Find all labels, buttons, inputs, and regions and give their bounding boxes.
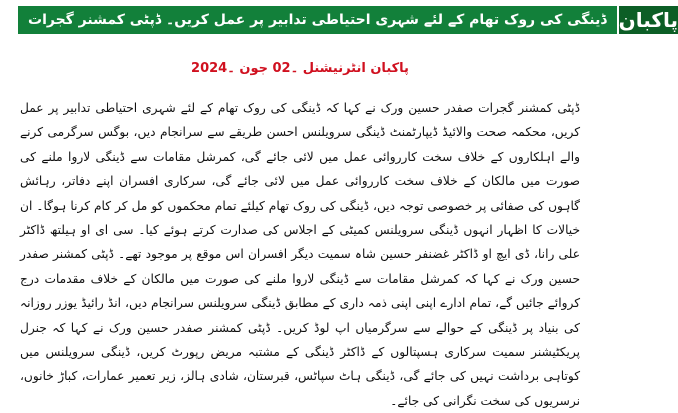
dateline: پاکبان انٹرنیشنل ۔02 جون ۔2024 — [191, 61, 409, 76]
article-body: ڈپٹی کمشنر گجرات صفدر حسین ورک نے کہا کہ ڈینگی کی روک تھام کے لئے شہری احتیاطی تدابیر پر عمل کریں، محکمہ صحت والائیڈ ڈیپارٹمنٹ ڈینگی سرویلنس احسن طریقے سے سرانجام دیں، بوگس سرگرمی کرنے والے اہلکاروں کے خلاف سخت کارروائی عمل میں لائی جائے گی، کمرشل مقامات سے ڈینگی لاروا ملنے کی صورت میں مالکان کے خلاف سخت کارروائی عمل میں لائی جائے گی، سرکاری افسران اپنے دفاتر، رہائش گاہوں کی صفائی پر خصوصی توجہ دیں، ڈینگی کی روک تھام کیلئے تمام محکموں کو مل کر کام کرنا ہوگا۔ ان خیالات کا اظہار انہوں ڈینگی سرویلنس کمیٹی کے اجلاس کی صدارت کرتے ہوئے کیا۔ سی ای او ہیلتھ ڈاکٹر علی رانا، ڈی ایچ او ڈاکٹر غضنفر حسین شاہ سمیت دیگر افسران اس موقع پر موجود تھے۔ ڈپٹی کمشنر صفدر حسین ورک نے کہا کہ کمرشل مقامات سے ڈینگی لاروا ملنے کی صورت میں مالکان کے خلاف مقدمات درج کروائے جائیں گے، تمام ادارے اپنی اپنی ذمہ داری کے مطابق ڈینگی سرویلنس سرانجام دیں، انڈ رائیڈ یوزر روزانہ کی بنیاد پر ڈینگی کے حوالے سے سرگرمیاں اپ لوڈ کریں۔ ڈپٹی کمشنر صفدر حسین ورک نے کہا کہ جنرل پریکٹیشنر سمیت سرکاری ہسپتالوں کے ڈاکٹر ڈینگی کے مشتبہ مریض رپورٹ کریں، ڈینگی سرویلنس میں کوتاہی برداشت نہیں کی جائے گی، ڈینگی ہاٹ سپاٹس، قبرستان، شادی ہالز، زیر تعمیر عمارات، کباڑ خانوں، نرسریوں کی سخت نگرانی کی جائے۔ — [20, 101, 580, 408]
headline: ڈینگی کی روک تھام کے لئے شہری احتیاطی تدابیر پر عمل کریں۔ ڈپٹی کمشنر گجرات — [18, 6, 619, 34]
article-header — [18, 6, 678, 34]
brand-logo: پاکبان — [618, 8, 678, 32]
